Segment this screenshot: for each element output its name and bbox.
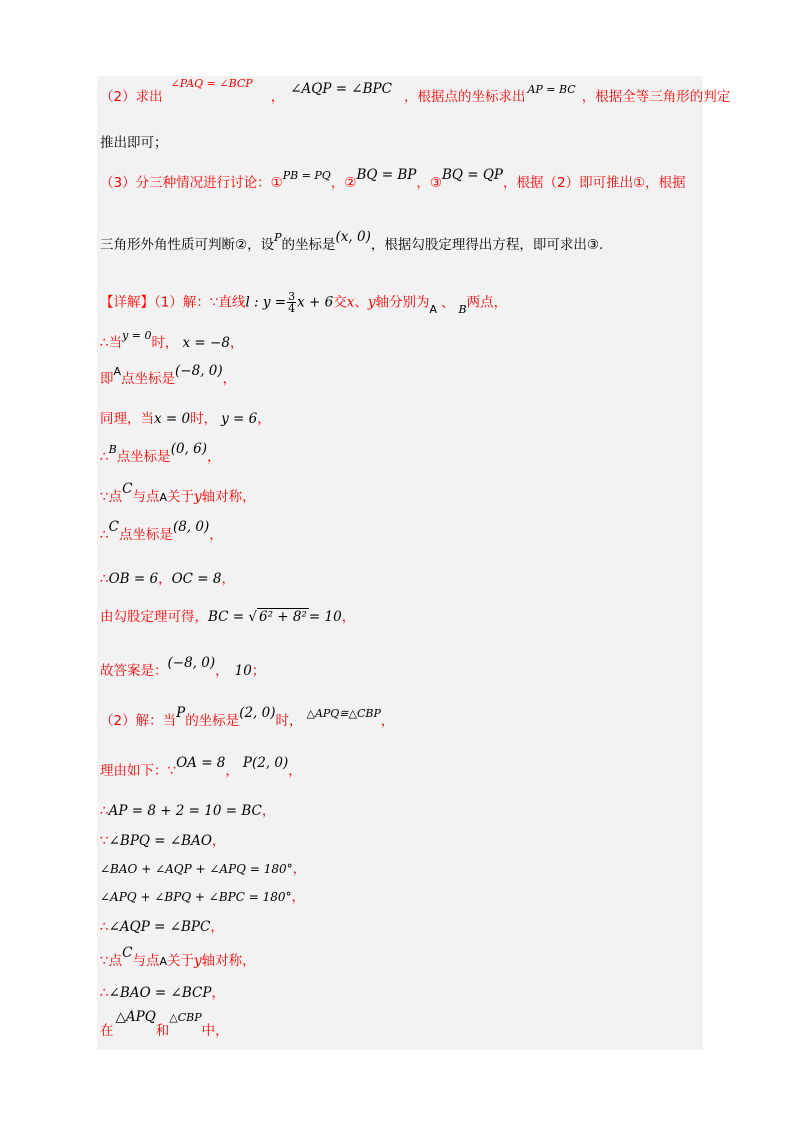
line-21: ∴∠AQP = ∠BPC， [100,919,224,935]
line-14: 故答案是：(−8, 0)， 10； [100,655,266,679]
line-10: ∵点C与点A关于y轴对称， [100,481,256,505]
line-12: ∴OB = 6，OC = 8， [100,571,235,587]
line-6: ∴当$^{y = 0}$时， x = −8， [100,329,244,351]
line-1: （2）求出$^{\angle PAQ = \angle BCP}$， ∠AQP = ∠BPC ，根据点的坐标求出 $^{AP = BC}$ ，根据全等三角形的判定 [100,77,731,105]
line-9: ∴$^B$点坐标是(0, 6)， [100,441,221,465]
line-18: ∵∠BPQ = ∠BAO， [100,833,226,849]
line-11: ∴C点坐标是(8, 0)， [100,519,223,543]
line-23: ∴∠BAO = ∠BCP， [100,985,225,1001]
line-17: ∴AP = 8 + 2 = 10 = BC， [100,803,276,819]
line-22: ∵点C与点A关于y轴对称， [100,945,256,969]
line-19: ∠BAO + ∠AQP + ∠APQ = 180°， [100,861,307,877]
line-4: 三角形外角性质可判断②，设$^P$的坐标是(x, 0)，根据勾股定理得出方程，即可求出③. [100,229,604,253]
sqrt-radicand: 6² + 8² [259,609,307,625]
line-20: ∠APQ + ∠BPQ + ∠BPC = 180°， [100,889,306,905]
line-13: 由勾股定理可得，BC = √ 6² + 8² = 10， [100,609,356,625]
line-7: 即$^A$点坐标是(−8, 0)， [100,363,237,387]
line-16: 理由如下：∵OA = 8， P(2, 0)， [100,755,302,779]
line-2: 推出即可； [100,135,168,151]
line-3: （3）分三种情况进行讨论：①$^{PB = PQ}$，②BQ = BP，③BQ = QP，根据（2）即可推出①，根据 [100,167,686,191]
line-8: 同理，当x = 0时， y = 6， [100,411,271,427]
fraction-three-quarters: $\frac{3}{4}$ [288,290,296,315]
line-15: （2）解：当P的坐标是(2, 0)时， $^{\triangle APQ≅\triangle CBP}$， [100,705,395,729]
line-24: 在△APQ和$^{\triangle CBP}$中， [100,1009,229,1039]
line-5: 【详解】（1）解：∵直线l : y = $\frac{3}{4}$ x + 6交x、y轴分别为$_A$ 、 $_B$两点， [100,290,508,316]
